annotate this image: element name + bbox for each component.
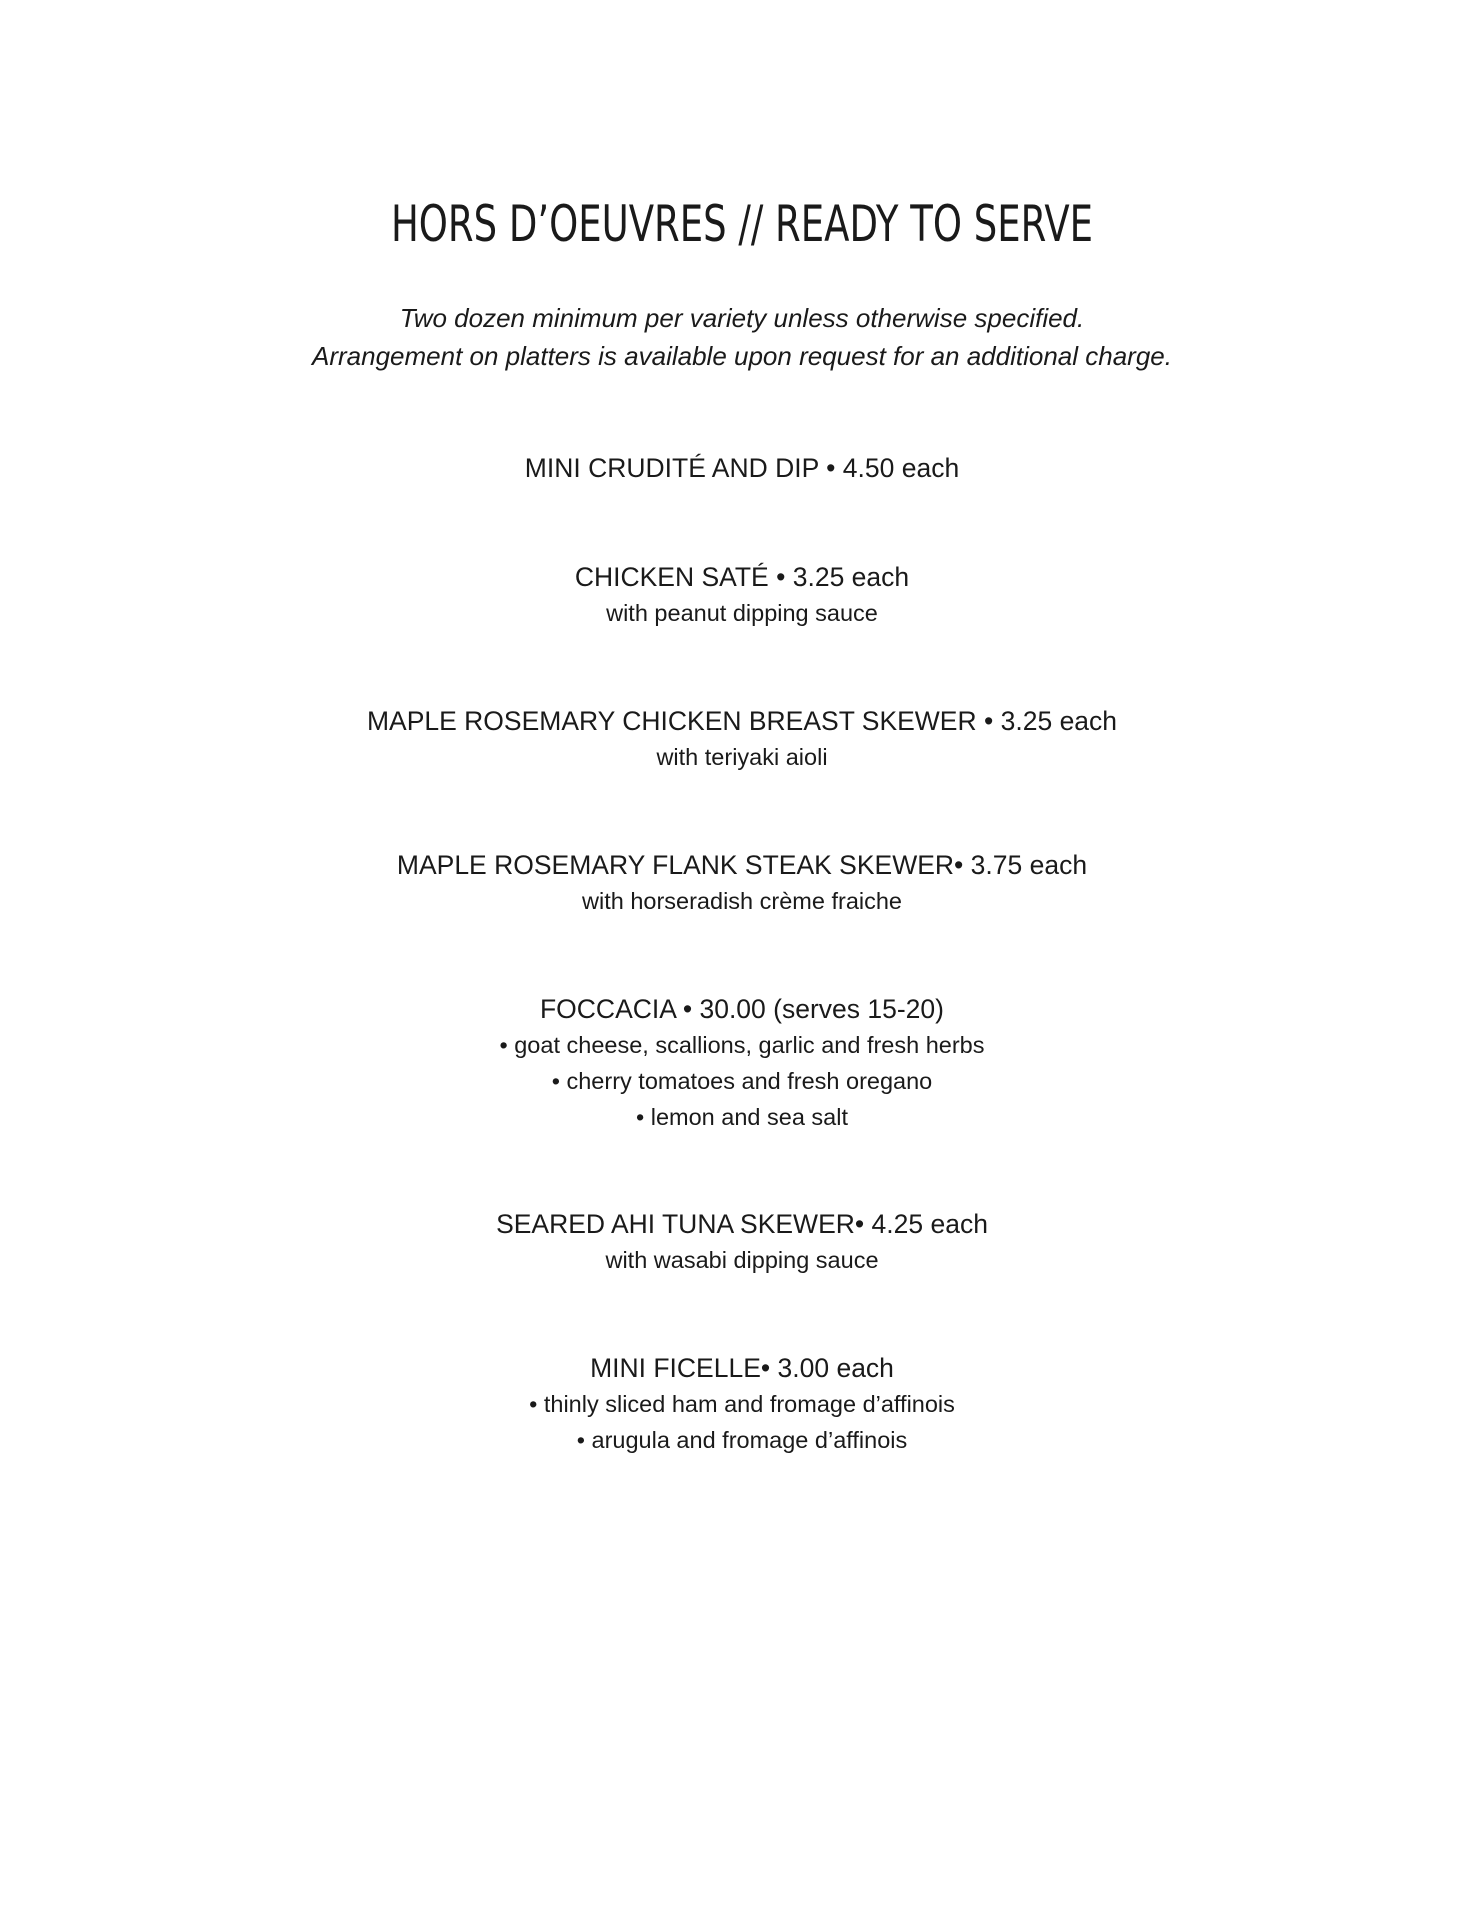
menu-item-heading: FOCCACIA • 30.00 (serves 15-20) — [540, 994, 944, 1024]
menu-item-detail: with wasabi dipping sauce — [605, 1247, 879, 1273]
page-title: HORS D’OEUVRES // READY TO SERVE — [390, 195, 1094, 253]
menu-item-heading: MINI CRUDITÉ AND DIP • 4.50 each — [524, 453, 960, 483]
menu-item-heading: SEARED AHI TUNA SKEWER• 4.25 each — [496, 1209, 988, 1239]
menu-item-flank-steak-skewer — [0, 847, 1484, 919]
menu-item-heading: CHICKEN SATÉ • 3.25 each — [574, 562, 910, 592]
menu-item-mini-crudite — [0, 450, 1484, 486]
menu-item-detail: • thinly sliced ham and fromage d’affinois — [529, 1391, 955, 1417]
menu-item-detail: with horseradish crème fraiche — [582, 888, 902, 914]
menu-item-detail: with teriyaki aioli — [656, 744, 828, 770]
note-minimum: Two dozen minimum per variety unless otherwise specified. — [399, 303, 1085, 333]
menu-item-heading: MAPLE ROSEMARY CHICKEN BREAST SKEWER • 3.25 each — [366, 706, 1118, 736]
menu-item-detail: • goat cheese, scallions, garlic and fresh herbs — [499, 1032, 985, 1058]
menu-item-ahi-tuna-skewer — [0, 1206, 1484, 1278]
menu-item-chicken-breast-skewer — [0, 703, 1484, 775]
menu-item-chicken-sate — [0, 559, 1484, 631]
menu-item-detail: • cherry tomatoes and fresh oregano — [551, 1068, 933, 1094]
menu-item-foccacia — [0, 991, 1484, 1135]
menu-item-mini-ficelle — [0, 1350, 1484, 1458]
ordering-notes — [0, 299, 1484, 375]
note-platters: Arrangement on platters is available upon request for an additional charge. — [312, 341, 1172, 371]
menu-item-detail: • arugula and fromage d’affinois — [576, 1427, 908, 1453]
menu-item-detail: • lemon and sea salt — [635, 1104, 849, 1130]
menu-item-detail: with peanut dipping sauce — [606, 600, 878, 626]
menu-item-heading: MINI FICELLE• 3.00 each — [590, 1353, 894, 1383]
menu-item-heading: MAPLE ROSEMARY FLANK STEAK SKEWER• 3.75 each — [396, 850, 1088, 880]
